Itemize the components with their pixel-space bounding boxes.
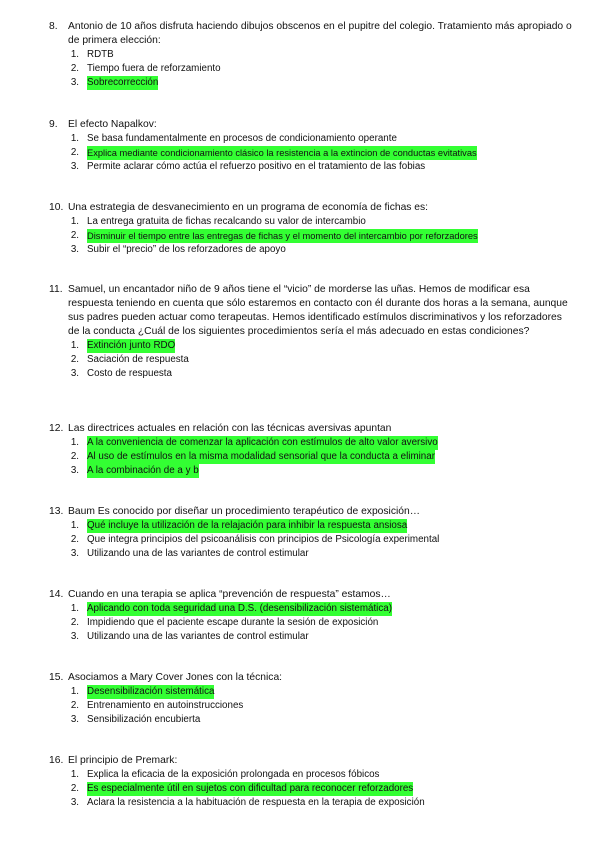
question-stem	[49, 118, 574, 132]
option-number: 2.	[70, 147, 79, 158]
question-number: 14.	[49, 589, 64, 600]
option-text: Utilizando una de las variantes de control estimular	[87, 631, 309, 642]
option-number: 2.	[70, 617, 79, 628]
option-item	[49, 464, 574, 478]
option-number: 3.	[70, 77, 79, 88]
question-text: El principio de Premark:	[68, 755, 178, 766]
option-text: Costo de respuesta	[87, 368, 172, 379]
option-item	[49, 215, 574, 229]
question-stem	[49, 588, 574, 602]
option-number: 1.	[70, 520, 79, 531]
option-item	[49, 782, 574, 796]
question-text: Baum Es conocido por diseñar un procedimiento terapéutico de exposición…	[68, 506, 421, 517]
option-item	[49, 367, 574, 381]
option-number: 1.	[70, 340, 79, 351]
option-text: Aclara la resistencia a la habituación de respuesta en la terapia de exposición	[87, 797, 425, 808]
question-stem	[49, 505, 574, 519]
question-text: Samuel, un encantador niño de 9 años tiene el “vicio” de morderse las uñas. Hemos de modificar esa respuesta teniendo en cuenta que sólo estaremos en contacto con él durante dos horas a la semana, aunque sus padres pueden actuar como terapeutas. Hemos identificado estímulos discriminativos y los reforzadores de la conducta ¿Cuál de los siguientes procedimientos sería el más adecuado en estas condiciones?	[68, 284, 568, 337]
option-text: Que integra principios del psicoanálisis con principios de Psicología experimental	[87, 534, 440, 545]
question-stem	[49, 20, 574, 48]
question-15	[49, 671, 574, 727]
option-number: 3.	[70, 714, 79, 725]
option-text: RDTB	[87, 49, 114, 60]
option-item	[49, 796, 574, 810]
option-text: Entrenamiento en autoinstrucciones	[87, 700, 244, 711]
question-stem	[49, 422, 574, 436]
option-item	[49, 62, 574, 76]
highlighted-option-text: Extinción junto RDO	[87, 340, 176, 351]
option-item	[49, 132, 574, 146]
option-number: 2.	[70, 700, 79, 711]
option-list	[49, 48, 574, 90]
question-stem	[49, 201, 574, 215]
option-number: 1.	[70, 133, 79, 144]
question-text: Cuando en una terapia se aplica “prevención de respuesta” estamos…	[68, 589, 391, 600]
option-item	[49, 713, 574, 727]
highlighted-option-text: Aplicando con toda seguridad una D.S. (desensibilización sistemática)	[87, 603, 392, 614]
question-number: 8.	[49, 21, 58, 32]
question-text: El efecto Napalkov:	[68, 119, 157, 130]
option-item	[49, 48, 574, 62]
question-number: 10.	[49, 202, 64, 213]
option-list	[49, 768, 574, 810]
option-item	[49, 533, 574, 547]
question-stem	[49, 671, 574, 685]
option-number: 2.	[70, 63, 79, 74]
option-number: 2.	[70, 354, 79, 365]
option-item	[49, 76, 574, 90]
question-number: 13.	[49, 506, 64, 517]
question-number: 9.	[49, 119, 58, 130]
option-number: 2.	[70, 534, 79, 545]
question-text: Asociamos a Mary Cover Jones con la técnica:	[68, 672, 283, 683]
highlighted-option-text: Qué incluye la utilización de la relajación para inhibir la respuesta ansiosa	[87, 520, 408, 531]
option-number: 3.	[70, 797, 79, 808]
option-number: 1.	[70, 49, 79, 60]
option-item	[49, 339, 574, 353]
option-item	[49, 160, 574, 174]
option-text: Saciación de respuesta	[87, 354, 189, 365]
question-stem	[49, 754, 574, 768]
option-number: 3.	[70, 244, 79, 255]
option-number: 1.	[70, 686, 79, 697]
option-number: 1.	[70, 216, 79, 227]
highlighted-option-text: Disminuir el tiempo entre las entregas de fichas y el momento del intercambio por reforzadores	[87, 231, 478, 241]
option-item	[49, 547, 574, 561]
option-number: 3.	[70, 161, 79, 172]
option-number: 1.	[70, 437, 79, 448]
question-11	[49, 283, 574, 381]
option-list	[49, 215, 574, 257]
question-number: 11.	[49, 284, 63, 295]
option-text: La entrega gratuita de fichas recalcando su valor de intercambio	[87, 216, 366, 227]
option-item	[49, 699, 574, 713]
option-number: 1.	[70, 769, 79, 780]
option-list	[49, 339, 574, 381]
option-item	[49, 630, 574, 644]
question-10	[49, 201, 574, 257]
highlighted-option-text: A la combinación de a y b	[87, 465, 199, 476]
question-number: 16.	[49, 755, 64, 766]
question-9	[49, 118, 574, 174]
option-item	[49, 519, 574, 533]
question-number: 12.	[49, 423, 64, 434]
highlighted-option-text: Explica mediante condicionamiento clásico la resistencia a la extincion de conductas evitativas	[87, 148, 477, 158]
option-item	[49, 602, 574, 616]
question-stem	[49, 283, 574, 339]
option-item	[49, 243, 574, 257]
question-14	[49, 588, 574, 644]
option-number: 2.	[70, 783, 79, 794]
highlighted-option-text: Es especialmente útil en sujetos con dificultad para reconocer reforzadores	[87, 783, 414, 794]
option-text: Utilizando una de las variantes de control estimular	[87, 548, 309, 559]
option-text: Permite aclarar cómo actúa el refuerzo positivo en el tratamiento de las fobias	[87, 161, 426, 172]
option-item	[49, 685, 574, 699]
option-number: 1.	[70, 603, 79, 614]
option-list	[49, 436, 574, 478]
option-text: Subir el “precio” de los reforzadores de apoyo	[87, 244, 286, 255]
option-text: Explica la eficacia de la exposición prolongada en procesos fóbicos	[87, 769, 380, 780]
option-number: 3.	[70, 548, 79, 559]
option-text: Se basa fundamentalmente en procesos de condicionamiento operante	[87, 133, 397, 144]
highlighted-option-text: Sobrecorrección	[87, 77, 159, 88]
option-item	[49, 616, 574, 630]
option-list	[49, 685, 574, 727]
option-text: Sensibilización encubierta	[87, 714, 201, 725]
option-number: 3.	[70, 465, 79, 476]
question-number: 15.	[49, 672, 64, 683]
question-13	[49, 505, 574, 561]
option-number: 3.	[70, 368, 79, 379]
option-item	[49, 146, 574, 160]
option-item	[49, 450, 574, 464]
highlighted-option-text: Desensibilización sistemática	[87, 686, 215, 697]
option-list	[49, 519, 574, 561]
option-number: 2.	[70, 230, 79, 241]
highlighted-option-text: Al uso de estímulos en la misma modalidad sensorial que la conducta a eliminar	[87, 451, 435, 462]
option-item	[49, 353, 574, 367]
option-list	[49, 602, 574, 644]
question-16	[49, 754, 574, 810]
option-number: 2.	[70, 451, 79, 462]
option-number: 3.	[70, 631, 79, 642]
highlighted-option-text: A la conveniencia de comenzar la aplicación con estímulos de alto valor aversivo	[87, 437, 438, 448]
question-8	[49, 20, 574, 90]
question-text: Una estrategia de desvanecimiento en un programa de economía de fichas es:	[68, 202, 429, 213]
option-item	[49, 229, 574, 243]
option-item	[49, 768, 574, 782]
question-text: Antonio de 10 años disfruta haciendo dibujos obscenos en el pupitre del colegio. Tratamiento más apropiado o de primera elección:	[68, 21, 572, 46]
question-text: Las directrices actuales en relación con las técnicas aversivas apuntan	[68, 423, 392, 434]
question-12	[49, 422, 574, 478]
option-list	[49, 132, 574, 174]
option-item	[49, 436, 574, 450]
option-text: Impidiendo que el paciente escape durante la sesión de exposición	[87, 617, 379, 628]
option-text: Tiempo fuera de reforzamiento	[87, 63, 221, 74]
